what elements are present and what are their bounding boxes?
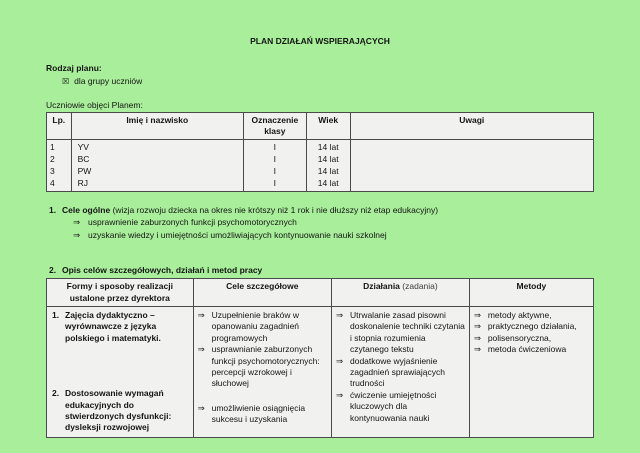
student-class: I <box>273 154 277 164</box>
plan-table <box>46 278 594 438</box>
notes-column <box>350 140 593 192</box>
method-item <box>474 310 590 321</box>
students-table-caption: Uczniowie objęci Planem: <box>46 100 143 110</box>
arrow-icon: ⇒ <box>335 389 344 400</box>
student-class: I <box>273 142 277 152</box>
student-name: RJ <box>77 178 88 188</box>
arrow-icon: ⇒ <box>197 344 205 355</box>
detailed-section <box>46 265 594 275</box>
method-item-text: metody aktywne, <box>487 310 552 320</box>
arrow-icon: ⇒ <box>73 217 81 227</box>
age-column <box>306 140 350 192</box>
general-goals-heading <box>46 205 594 215</box>
action-item <box>336 390 466 424</box>
method-item <box>474 333 590 344</box>
forms-item-text: Dostosowanie wymagań edukacyjnych do stwierdzonych dysfunkcji: dysleksji rozwojowej <box>65 388 172 433</box>
goal-item-text: uzyskanie wiedzy i umiejętności umożliwiających kontynuowanie nauki szkolnej <box>88 230 387 240</box>
method-item-text: metoda ćwiczeniowa <box>487 344 567 355</box>
student-number: 2 <box>50 154 55 164</box>
section-number: 2. <box>49 265 57 275</box>
name-column <box>71 140 243 192</box>
student-number: 4 <box>50 178 55 188</box>
student-age: 14 lat <box>317 154 339 164</box>
forms-item-text: Zajęcia dydaktyczno – wyrównawcze z języka polskiego i matematyki. <box>65 310 161 343</box>
plan-type-option-line <box>46 76 594 86</box>
item-number: 2. <box>52 388 60 399</box>
section-heading-text <box>62 205 438 215</box>
method-item-text: praktycznego działania, <box>487 321 577 332</box>
section-title: Cele ogólne <box>62 205 111 215</box>
col-header-class: Oznaczenie klasy <box>243 113 306 140</box>
actions-cell <box>331 307 469 438</box>
method-item <box>474 321 590 332</box>
action-item-text: dodatkowe wyjaśnienie zagadnień sprawiających trudności <box>349 355 445 389</box>
arrow-icon: ⇒ <box>197 402 205 413</box>
forms-cell <box>47 307 194 438</box>
plan-table-header-row <box>47 279 594 307</box>
plan-type-label: Rodzaj planu: <box>46 63 102 73</box>
goal-detail-text: Uzupełnienie braków w opanowaniu zagadnień programowych <box>211 310 300 343</box>
goal-detail-item <box>198 310 328 344</box>
arrow-icon: ⇒ <box>197 310 205 320</box>
arrow-icon: ⇒ <box>335 310 344 320</box>
forms-item <box>51 388 190 434</box>
lp-column <box>47 140 72 192</box>
students-table-body <box>47 140 594 192</box>
arrow-icon: ⇒ <box>473 332 481 343</box>
goal-detail-item <box>198 403 328 426</box>
action-item <box>336 310 466 356</box>
page-title: PLAN DZIAŁAŃ WSPIERAJĄCYCH <box>250 36 390 46</box>
checkbox-checked-icon: ☒ <box>62 77 70 86</box>
goal-item <box>46 217 594 228</box>
action-item-text: Utrwalanie zasad pisowni doskonalenie techniki czytania i stopnia rozumienia czytanego tekstu <box>349 310 465 355</box>
students-table-header-row <box>47 113 594 140</box>
col-header-actions-label: Działania <box>363 281 400 291</box>
col-header-lp: Lp. <box>47 113 72 140</box>
method-item-text: polisensoryczna, <box>487 332 552 343</box>
arrow-icon: ⇒ <box>335 355 344 366</box>
goal-item-text: usprawnienie zaburzonych funkcji psychomotorycznych <box>88 217 297 227</box>
col-header-forms: Formy i sposoby realizacji ustalone przez dyrektora <box>47 279 194 307</box>
student-notes <box>351 141 593 153</box>
goal-detail-text: usprawnianie zaburzonych funkcji psychomotorycznych: percepcji wzrokowej i słuchowej <box>211 344 320 389</box>
student-notes <box>351 153 593 165</box>
student-name: YV <box>77 142 89 152</box>
forms-item <box>51 310 190 344</box>
col-header-actions <box>331 279 469 307</box>
section-number: 1. <box>49 205 57 215</box>
goal-detail-item <box>198 344 328 390</box>
detailed-section-heading <box>46 265 594 275</box>
col-header-name: Imię i nazwisko <box>71 113 243 140</box>
methods-cell <box>469 307 593 438</box>
method-item <box>474 344 590 355</box>
student-age: 14 lat <box>317 178 339 188</box>
student-class: I <box>273 166 277 176</box>
section-annotation: (wizja rozwoju dziecka na okres nie krótszy niż 1 rok i nie dłuższy niż etap edukacyjny) <box>112 205 439 215</box>
student-number: 3 <box>50 166 55 176</box>
students-table <box>46 112 594 192</box>
col-header-goals: Cele szczegółowe <box>193 279 331 307</box>
arrow-icon: ⇒ <box>73 230 81 240</box>
plan-type-option-label: dla grupy uczniów <box>74 76 143 86</box>
col-header-actions-annotation: (zadania) <box>402 281 438 291</box>
plan-table-body-row <box>47 307 594 438</box>
class-column <box>243 140 306 192</box>
goal-item <box>46 230 594 241</box>
arrow-icon: ⇒ <box>473 321 481 332</box>
goal-detail-text: umożliwienie osiągnięcia sukcesu i uzyskania <box>211 402 306 425</box>
student-number: 1 <box>50 142 55 152</box>
col-header-age: Wiek <box>306 113 350 140</box>
student-notes <box>351 177 593 189</box>
section-title: Opis celów szczegółowych, działań i metod pracy <box>62 265 263 275</box>
general-goals-section <box>46 205 594 241</box>
student-class: I <box>273 178 277 188</box>
action-item <box>336 356 466 390</box>
col-header-methods: Metody <box>469 279 593 307</box>
plan-type-section <box>46 63 594 86</box>
action-item-text: ćwiczenie umiejętności kluczowych dla kontynuowania nauki <box>349 389 437 423</box>
student-name: PW <box>77 166 92 176</box>
goals-cell <box>193 307 331 438</box>
arrow-icon: ⇒ <box>473 344 481 355</box>
student-age: 14 lat <box>317 142 339 152</box>
col-header-notes: Uwagi <box>350 113 593 140</box>
student-age: 14 lat <box>317 166 339 176</box>
arrow-icon: ⇒ <box>473 310 481 320</box>
item-number: 1. <box>52 310 60 320</box>
student-notes <box>351 165 593 177</box>
student-name: BC <box>77 154 90 164</box>
